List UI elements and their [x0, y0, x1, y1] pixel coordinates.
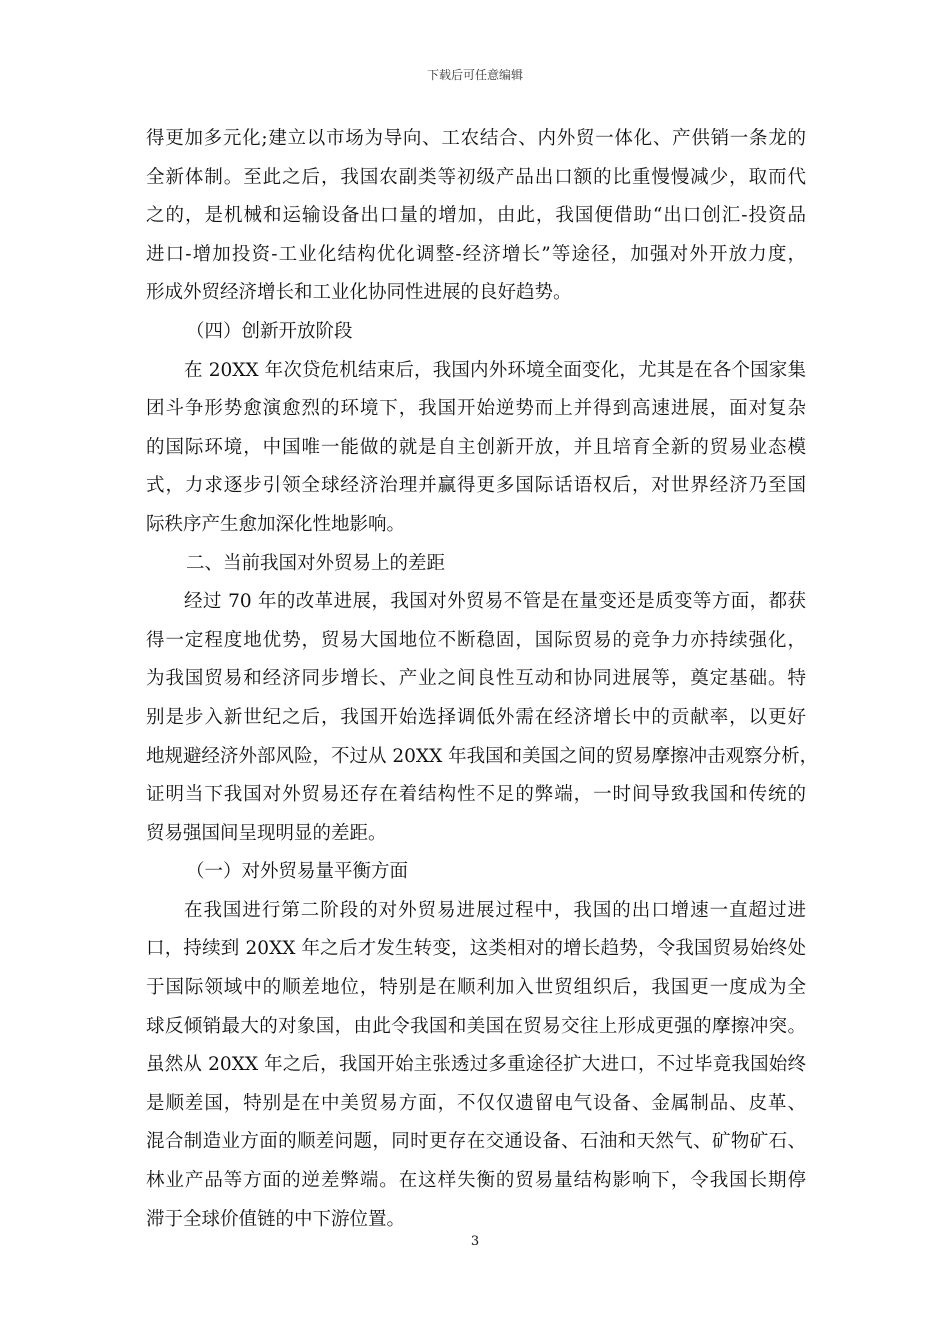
body-line: 之的，是机械和运输设备出口量的增加，由此，我国便借助“出口创汇-投资品 — [146, 205, 806, 227]
body-line: 虽然从 20XX 年之后，我国开始主张透过多重途径扩大进口，不过毕竟我国始终 — [146, 1054, 806, 1076]
section-heading: 二、当前我国对外贸易上的差距 — [186, 552, 446, 574]
body-line: 为我国贸易和经济同步增长、产业之间良性互动和协同进展等，奠定基础。特 — [146, 668, 806, 690]
body-line: 进口-增加投资-工业化结构优化调整-经济增长”等途径，加强对外开放力度， — [146, 243, 806, 265]
body-line: 际秩序产生愈加深化性地影响。 — [146, 513, 406, 535]
body-line: 于国际领域中的顺差地位，特别是在顺利加入世贸组织后，我国更一度成为全 — [146, 977, 806, 999]
body-line: 球反倾销最大的对象国，由此令我国和美国在贸易交往上形成更强的摩擦冲突。 — [146, 1015, 806, 1037]
body-line: 别是步入新世纪之后，我国开始选择调低外需在经济增长中的贡献率，以更好 — [146, 706, 806, 728]
body-line: 经过 70 年的改革进展，我国对外贸易不管是在量变还是质变等方面，都获 — [184, 591, 806, 613]
page-header: 下载后可任意编辑 — [426, 68, 523, 82]
body-line: 的国际环境，中国唯一能做的就是自主创新开放，并且培育全新的贸易业态模 — [146, 436, 806, 458]
section-heading: （一）对外贸易量平衡方面 — [186, 861, 409, 883]
page-number: 3 — [470, 1234, 480, 1249]
body-line: 在 20XX 年次贷危机结束后，我国内外环境全面变化，尤其是在各个国家集 — [184, 359, 806, 381]
body-line: 地规避经济外部风险，不过从 20XX 年我国和美国之间的贸易摩擦冲击观察分析， — [146, 745, 819, 767]
body-line: 得更加多元化;建立以市场为导向、工农结合、内外贸一体化、产供销一条龙的 — [146, 128, 806, 149]
body-line: 得一定程度地优势，贸易大国地位不断稳固，国际贸易的竞争力亦持续强化， — [146, 629, 806, 651]
body-line: 式，力求逐步引领全球经济治理并赢得更多国际话语权后，对世界经济乃至国 — [146, 475, 806, 497]
body-line: 滞于全球价值链的中下游位置。 — [146, 1208, 406, 1230]
body-line: 全新体制。至此之后，我国农副类等初级产品出口额的比重慢慢减少，取而代 — [146, 166, 806, 188]
body-line: 形成外贸经济增长和工业化协同性进展的良好趋势。 — [146, 282, 572, 304]
document-body — [146, 120, 819, 1239]
body-line: 林业产品等方面的逆差弊端。在这样失衡的贸易量结构影响下，令我国长期停 — [146, 1170, 806, 1192]
body-line: 混合制造业方面的顺差问题，同时更存在交通设备、石油和天然气、矿物矿石、 — [146, 1131, 806, 1153]
body-line: 在我国进行第二阶段的对外贸易进展过程中，我国的出口增速一直超过进 — [184, 899, 806, 921]
body-line: 团斗争形势愈演愈烈的环境下，我国开始逆势而上并得到高速进展，面对复杂 — [146, 398, 806, 420]
body-line: 贸易强国间呈现明显的差距。 — [146, 822, 387, 844]
body-line: 口，持续到 20XX 年之后才发生转变，这类相对的增长趋势，令我国贸易始终处 — [146, 938, 806, 960]
section-heading: （四）创新开放阶段 — [186, 320, 353, 342]
body-line: 证明当下我国对外贸易还存在着结构性不足的弊端，一时间导致我国和传统的 — [146, 784, 806, 806]
body-line: 是顺差国，特别是在中美贸易方面，不仅仅遗留电气设备、金属制品、皮革、 — [146, 1092, 806, 1114]
